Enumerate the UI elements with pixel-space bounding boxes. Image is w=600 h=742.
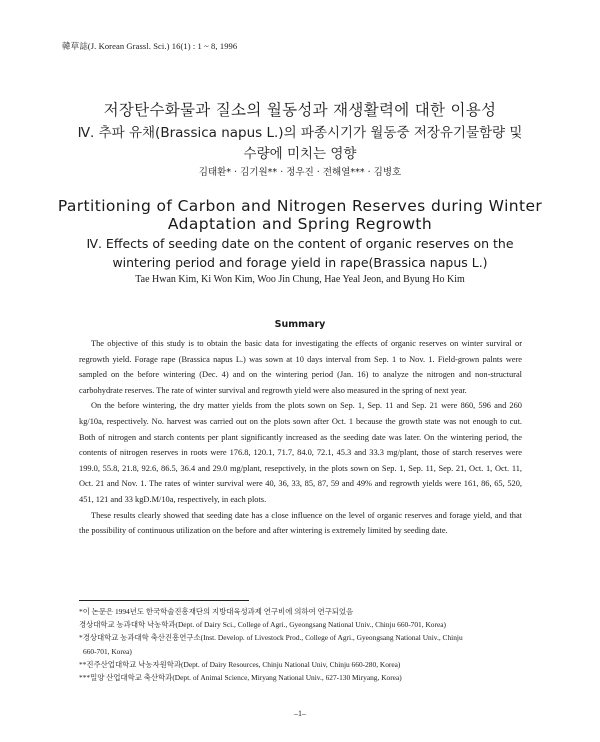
abstract-paragraph-1: The objective of this study is to obtain the basic data for investigating the effects of organic reserves on winter surviral or regrowth yield. Forage rape (Brassica napus L.) was sown at 10 days interval from Sep. 1 to Nov. 1. Field-grown palnts were sampled on the before wintering (Dec. 4) and on the wintering period (Jan. 16) to analyze the nitrogen and non-structural carbohydrate reserves. The rate of winter survival and regrowth yield were also measured in the spring of next year. xyxy=(79,339,522,395)
abstract-paragraph-2: On the before wintering, the dry matter yields from the plots sown on Sep. 1, Sep. 11 and Sep. 21 were 860, 596 and 260 kg/10a, respectively. No. harvest was carried out on the plots sown after Oct. 1 because the growth state was not enough to cut. Both of nitrogen and starch contents per plant significantly increased as the seeding date was later. On the wintering period, the contents of nitrogen reserves in roots were 176.8, 120.1, 71.7, 84.0, 72.1, 45.3 and 33.3 mg/plant, those of starch reserves were 199.0, 55.8, 21.8, 92.6, 86.5, 36.4 and 29.0 mg/plant, resepctively, in the plots sown on Sep. 1, Sep. 11, Sep. 21, Oct. 1, Oct. 11, Oct. 21 and Nov. 1. The rates of winter survival were 40, 36, 33, 85, 87, 59 and 49% and regrowth yields were 161, 86, 65, 520, 451, 121 and 33 kgD.M/10a, respectively, in each plots. xyxy=(79,401,522,504)
english-title-line-2: Adaptation and Spring Regrowth xyxy=(167,215,433,233)
footnote-affiliation-1: 경상대학교 농과대학 낙농학과(Dept. of Dairy Sci., College of Agri., Gyeongsang National Univ., Chinju 660-701, Korea) xyxy=(79,620,446,630)
summary-heading: Summary xyxy=(274,319,326,330)
english-subtitle-line-2: wintering period and forage yield in rape(Brassica napus L.) xyxy=(112,255,488,270)
footnote-funding: *이 논문은 1994년도 한국학술진흥재단의 지방대육성과제 연구비에 의하여 연구되었음 xyxy=(79,607,354,616)
footnote-affiliation-2: *경상대학교 농과대학 축산진흥연구소(Inst. Develop. of Livestock Prod., College of Agri., Gyeongsang National Univ., Chinju xyxy=(79,633,463,643)
korean-title-line-1: 저장탄수화물과 질소의 월동성과 재생활력에 대한 이용성 xyxy=(103,101,497,119)
footnote-affiliation-4: ***밀양 산업대학교 축산학과(Dept. of Animal Science, Miryang National Univ., 627-130 Miryang, Korea) xyxy=(79,673,402,683)
korean-title-line-3: 수량에 미치는 영향 xyxy=(243,146,357,162)
page-number: –1– xyxy=(294,709,306,718)
english-authors: Tae Hwan Kim, Ki Won Kim, Woo Jin Chung, Hae Yeal Jeon, and Byung Ho Kim xyxy=(135,274,465,285)
footnotes xyxy=(79,605,524,684)
abstract-body xyxy=(79,336,522,539)
korean-authors: 김태환* · 김기원** · 정우진 · 전해열*** · 김병호 xyxy=(198,167,402,178)
journal-reference: 韓草誌(J. Korean Grassl. Sci.) 16(1) : 1 ~ 8, 1996 xyxy=(62,41,238,51)
english-subtitle-line-1: Ⅳ. Effects of seeding date on the content of organic reserves on the xyxy=(86,236,514,251)
abstract-paragraph-3: These results clearly showed that seeding date has a close influence on the level of organic reserves and forage yield, and that the possibility of continuous utilization on the before and after wintering is extremely limited by seeding date. xyxy=(79,510,522,536)
footnote-affiliation-3: **진주산업대학교 낙농자원학과(Dept. of Dairy Resources, Chinju National Univ, Chinju 660-280, Korea) xyxy=(79,659,401,669)
footnote-divider xyxy=(79,600,249,601)
korean-title-line-2: Ⅳ. 추파 유채(Brassica napus L.)의 파종시기가 월동중 저장유기물함량 및 xyxy=(77,125,523,141)
english-title-line-1: Partitioning of Carbon and Nitrogen Reserves during Winter xyxy=(57,197,543,215)
footnote-affiliation-2-continued: 660-701, Korea) xyxy=(83,646,132,656)
